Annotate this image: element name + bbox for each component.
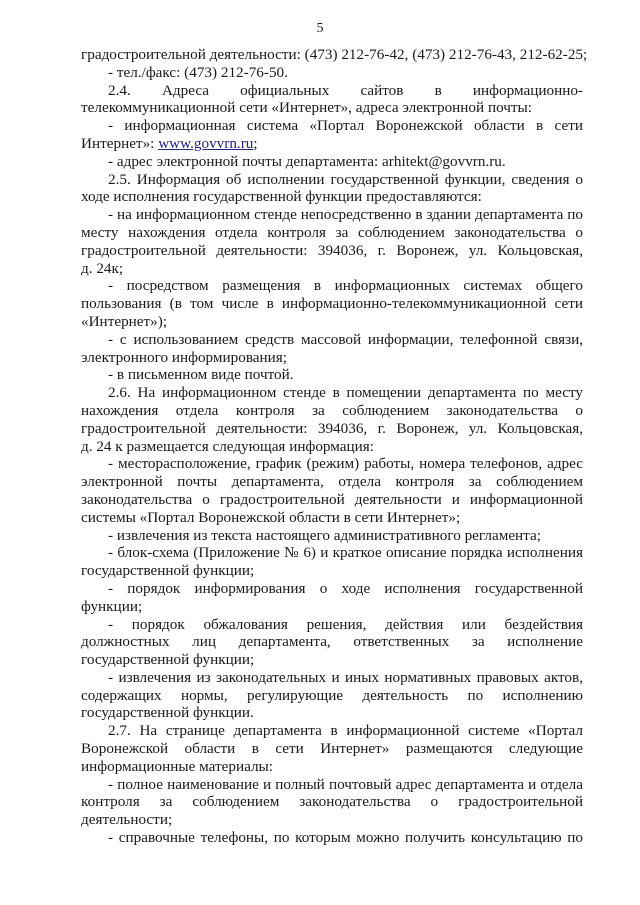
website-link[interactable]: www.govvrn.ru bbox=[158, 134, 254, 152]
text-line: 2.7. На странице департамента в информационной системе «Портал bbox=[108, 722, 583, 740]
text-line: деятельности; bbox=[81, 811, 173, 829]
text-line: градостроительной деятельности: (473) 212-76-42, (473) 212-76-43, 212-62-25; bbox=[81, 46, 588, 63]
text-line: государственной функции; bbox=[81, 651, 255, 669]
text-line-prefix: Интернет»: bbox=[81, 134, 159, 152]
text-line: - посредством размещения в информационных системах общего bbox=[108, 277, 583, 295]
text-line: - тел./факс: (473) 212-76-50. bbox=[108, 63, 288, 81]
text-line: 2.4. Адреса официальных сайтов в информационно- bbox=[108, 81, 583, 99]
text-line bbox=[81, 135, 583, 153]
text-line: информационные материалы: bbox=[81, 757, 273, 775]
text-line: электронной почты департамента, отдела контроля за соблюдением bbox=[81, 473, 583, 491]
text-line: системы «Портал Воронежской области в сети Интернет»; bbox=[81, 508, 461, 526]
text-line: - в письменном виде почтой. bbox=[108, 366, 294, 384]
text-line: ходе исполнения государственной функции предоставляются: bbox=[81, 188, 482, 206]
text-line: содержащих нормы, регулирующие деятельность по исполнению bbox=[81, 686, 583, 704]
text-line: «Интернет»); bbox=[81, 312, 168, 330]
text-line: 2.5. Информация об исполнении государственной функции, сведения о bbox=[108, 170, 583, 188]
text-line: - извлечения из законодательных и иных нормативных правовых актов, bbox=[108, 668, 583, 686]
text-line: градостроительной деятельности: 394036, г. Воронеж, ул. Кольцовская, bbox=[81, 241, 583, 259]
text-line: государственной функции. bbox=[81, 704, 254, 722]
text-line: - адрес электронной почты департамента: arhitekt@govvrn.ru. bbox=[108, 152, 506, 170]
text-line: - с использованием средств массовой информации, телефонной связи, bbox=[108, 330, 583, 348]
text-line: должностных лиц департамента, ответственных за исполнение bbox=[81, 633, 583, 651]
text-line: 2.6. На информационном стенде в помещении департамента по месту bbox=[108, 384, 583, 402]
text-line: - блок-схема (Приложение № 6) и краткое описание порядка исполнения bbox=[108, 544, 583, 562]
text-line: месту нахождения отдела контроля за соблюдением законодательства о bbox=[81, 223, 583, 241]
text-line-suffix: ; bbox=[253, 134, 258, 152]
text-line: контроля за соблюдением законодательства о градостроительной bbox=[81, 793, 583, 811]
text-line: пользования (в том числе в информационно-телекоммуникационной сети bbox=[81, 295, 583, 313]
page-number: 5 bbox=[316, 21, 324, 36]
document-body bbox=[81, 46, 588, 847]
text-line: законодательства о градостроительной деятельности и информационной bbox=[81, 490, 583, 508]
text-line: - порядок обжалования решения, действия или бездействия bbox=[108, 615, 583, 633]
text-line: функции; bbox=[81, 597, 143, 615]
text-line: нахождения отдела контроля за соблюдением законодательства о bbox=[81, 401, 583, 419]
text-line: - информационная система «Портал Воронежской области в сети bbox=[108, 117, 583, 135]
text-line: - извлечения из текста настоящего административного регламента; bbox=[108, 526, 541, 544]
text-line: д. 24к; bbox=[81, 259, 124, 277]
text-line: Воронежской области в сети Интернет» размещаются следующие bbox=[81, 740, 583, 758]
text-line: электронного информирования; bbox=[81, 348, 287, 366]
text-line: д. 24 к размещается следующая информация: bbox=[81, 437, 374, 455]
text-line: телекоммуникационной сети «Интернет», адреса электронной почты: bbox=[81, 99, 532, 117]
text-line: - месторасположение, график (режим) работы, номера телефонов, адрес bbox=[108, 455, 583, 473]
text-line: - на информационном стенде непосредственно в здании департамента по bbox=[108, 206, 583, 224]
text-line: государственной функции; bbox=[81, 562, 255, 580]
text-line: - полное наименование и полный почтовый адрес департамента и отдела bbox=[108, 775, 583, 793]
text-line: - справочные телефоны, по которым можно получить консультацию по bbox=[108, 829, 583, 847]
text-line: градостроительной деятельности: 394036, г. Воронеж, ул. Кольцовская, bbox=[81, 419, 583, 437]
text-line: - порядок информирования о ходе исполнения государственной bbox=[108, 579, 583, 597]
